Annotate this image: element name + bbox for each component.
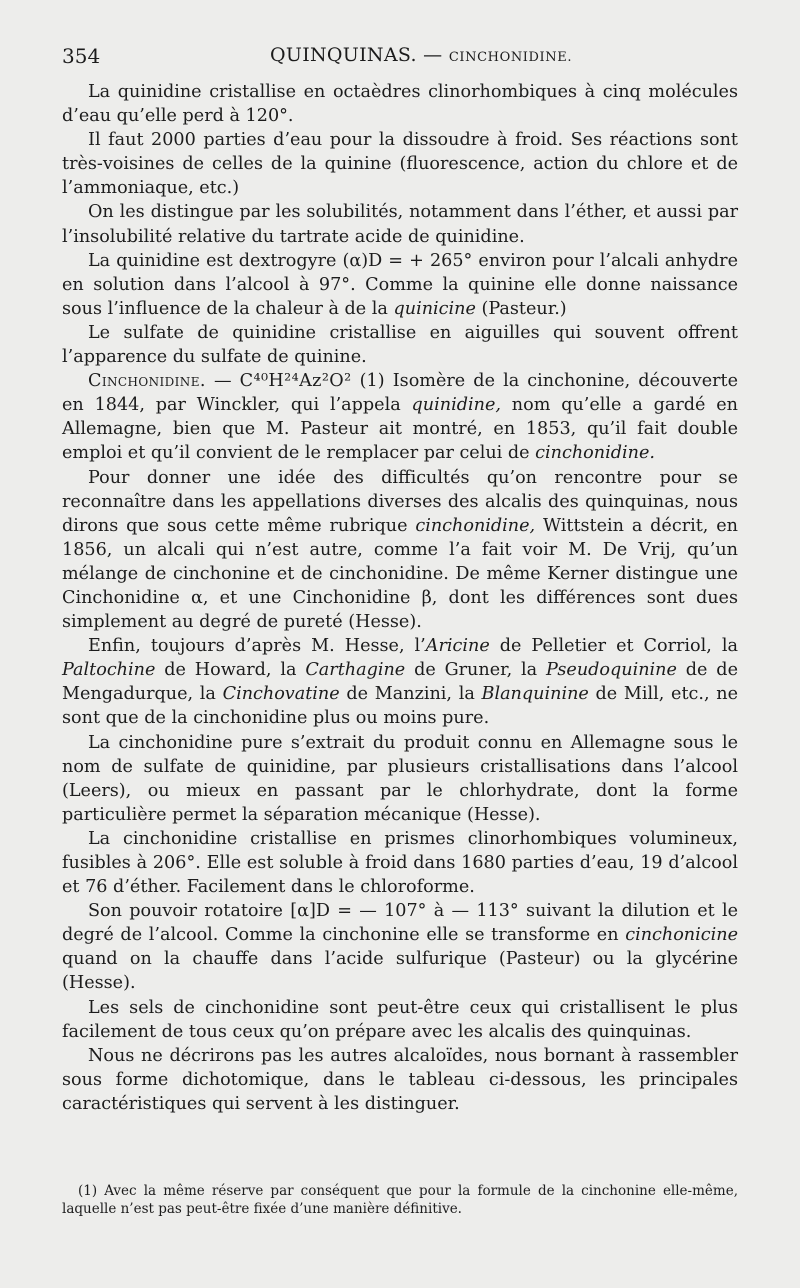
paragraph-7 (62, 466, 738, 635)
p8-text-a: Enfin, toujours d’après M. Hesse, l’ (88, 636, 426, 657)
p8-text-b: de Pelletier et Corriol, la (489, 636, 738, 657)
p6-dash: — (205, 371, 240, 392)
footnote (62, 1182, 738, 1218)
paragraph-2: Il faut 2000 parties d’eau pour la dissoudre à froid. Ses réactions sont très-voisines de celles de la quinine (fluorescence, action du chlore et de l’ammoniaque, etc.) (62, 130, 738, 199)
paragraph-1: La quinidine cristallise en octaèdres clinorhombiques à cinq molécules d’eau qu’elle perd à 120°. (62, 82, 738, 127)
p11-text-a: Son pouvoir rotatoire [α]D = — 107° à — 113° suivant la dilution et le degré de l’alcool. Comme la cinchonine elle se transforme en (62, 901, 738, 946)
p6-cinchonidine: cinchonidine. (535, 443, 655, 464)
paragraph-10: La cinchonidine cristallise en prismes clinorhombiques volumineux, fusibles à 206°. Elle est soluble à froid dans 1680 parties d’eau, 19 d’alcool et 76 d’éther. Facilement dans le chloroforme. (62, 828, 738, 898)
p7-text-b: Wittstein a décrit, en 1856, un alcali qui n’est autre, comme l’a fait voir M. De Vrij, qu’un mélange de cinchonine et de cinchonidine. De même Kerner distingue une Cinchonidine α, et une Cinchonidine β, dont les différences sont dues simplement au degré de pureté (Hesse). (62, 515, 738, 633)
running-title-separator: — (416, 44, 449, 66)
p8-text-d: de Gruner, la (405, 660, 547, 681)
paragraph-3: On les distingue par les solubilités, notamment dans l’éther, et aussi par l’insolubilité relative du tartrate acide de quinidine. (62, 202, 738, 247)
p7-cinchonidine: cinchonidine, (415, 515, 536, 536)
p4-text-b: (Pasteur.) (475, 298, 567, 319)
p6-formula: C⁴⁰H²⁴Az²O² (239, 371, 352, 392)
p11-cinchonicine: cinchonicine (625, 925, 738, 946)
p8-text-f: de Manzini, la (339, 684, 482, 705)
paragraph-9: La cinchonidine pure s’extrait du produit connu en Allemagne sous le nom de sulfate de quinidine, par plusieurs cristallisations dans l’alcool (Leers), ou mieux en passant par le chlorhydrate, dont la forme particulière permet la séparation mécanique (Hesse). (62, 732, 738, 825)
paragraph-8 (62, 634, 738, 730)
p8-pseudoquinine: Pseudoquinine (546, 660, 677, 681)
running-title (270, 44, 572, 66)
p8-aricine: Aricine (425, 636, 490, 657)
running-title-main: QUINQUINAS. (270, 44, 417, 66)
paragraph-6 (62, 369, 738, 465)
p8-paltochine: Paltochine (62, 660, 156, 681)
p7-text-a: Pour donner une idée des difficultés qu’on rencontre pour se reconnaître dans les appellations diverses des alcalis des quinquinas, nous dirons que sous cette même rubrique (62, 467, 738, 536)
paragraph-12: Les sels de cinchonidine sont peut-être ceux qui cristallisent le plus facilement de tous ceux qu’on prépare avec les alcalis des quinquinas. (62, 997, 738, 1042)
p8-text-c: de Howard, la (155, 660, 306, 681)
p4-text-a: La quinidine est dextrogyre (α)D = + 265° environ pour l’alcali anhydre en solution dans l’alcool à 97°. Comme la quinine elle donne naissance sous l’influence de la chaleur à de la (62, 250, 738, 319)
p8-text-g: de Mill, etc., ne sont que de la cinchonidine plus ou moins pure. (62, 684, 738, 729)
p8-cinchovatine: Cinchovatine (222, 684, 340, 705)
p8-text-e: de de Mengadurque, la (62, 660, 738, 705)
p6-text-a: (1) Isomère de la cinchonine, découverte en 1844, par Winckler, qui l’appela (62, 371, 738, 416)
running-title-subtitle: CINCHONIDINE. (448, 50, 573, 65)
p11-text-b: quand on la chauffe dans l’acide sulfurique (Pasteur) ou la glycérine (Hesse). (62, 949, 738, 994)
footnote-text: (1) Avec la même réserve par conséquent que pour la formule de la cinchonine elle-même, laquelle n’est pas peut-être fixée d’une manière définitive. (62, 1183, 738, 1217)
paragraph-13: Nous ne décrirons pas les autres alcaloïdes, nous bornant à rassembler sous forme dichotomique, dans le tableau ci-dessous, les principales caractéristiques qui servent à les distinguer. (62, 1045, 738, 1114)
p4-quinicine: quinicine (393, 298, 476, 319)
p8-carthagine: Carthagine (305, 660, 406, 681)
page-header (62, 44, 742, 74)
p8-blanquinine: Blanquinine (481, 684, 589, 705)
p6-term: Cinchonidine. (88, 371, 206, 392)
paragraph-4 (62, 249, 738, 321)
p6-text-b: nom qu’elle a gardé en Allemagne, bien que M. Pasteur ait montré, en 1853, qu’il fait double emploi et qu’il convient de le remplacer par celui de (62, 395, 738, 464)
page-number: 354 (62, 44, 101, 68)
p6-quinidine: quinidine, (411, 395, 501, 416)
main-text (62, 80, 738, 1116)
paragraph-11 (62, 899, 738, 995)
paragraph-5: Le sulfate de quinidine cristallise en aiguilles qui souvent offrent l’apparence du sulfate de quinine. (62, 322, 738, 368)
